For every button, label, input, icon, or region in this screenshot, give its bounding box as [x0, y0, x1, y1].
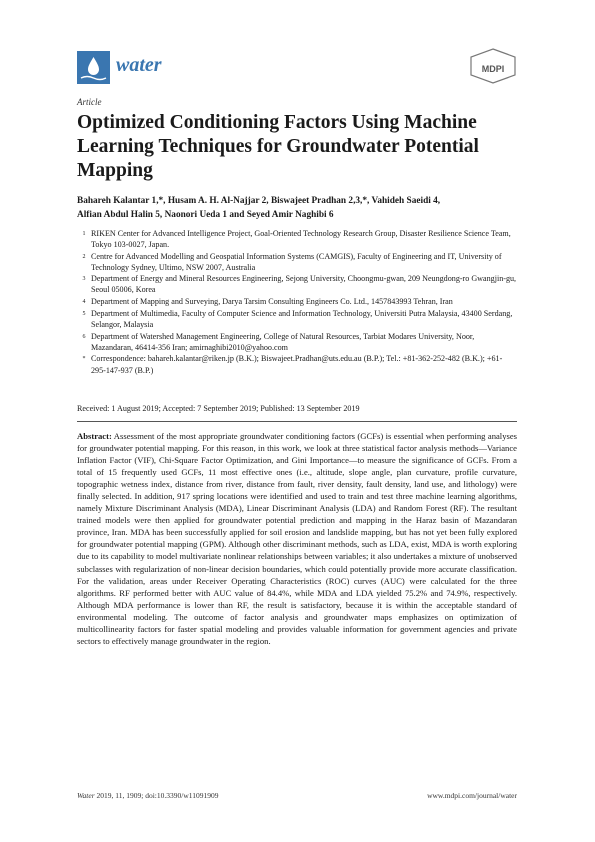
- publisher-logo: [469, 48, 517, 84]
- journal-logo: [77, 51, 110, 84]
- affiliation-item: [77, 331, 517, 354]
- affiliation-number: 5: [82, 311, 86, 318]
- affiliation-item: [77, 228, 517, 251]
- affiliation-item: [77, 251, 517, 274]
- affiliation-text: RIKEN Center for Advanced Intelligence Project, Goal-Oriented Technology Research Group, Disaster Resilience Science Team, Tokyo 103-0027, Japan.: [91, 229, 511, 250]
- author-list: [77, 194, 517, 222]
- correspondence-item: [77, 353, 517, 376]
- divider: [77, 421, 517, 422]
- publisher-name: MDPI: [481, 64, 505, 74]
- article-type: Article: [77, 97, 102, 107]
- abstract-label: Abstract:: [77, 431, 112, 441]
- affiliation-number: 6: [82, 333, 86, 340]
- affiliation-text: Department of Watershed Management Engineering, College of Natural Resources, Tarbiat Modares University, Noor, Mazandaran, 46414-356 Iran; amirnaghibi2010@yahoo.com: [91, 331, 475, 352]
- affiliation-item: [77, 273, 517, 296]
- abstract: [77, 430, 517, 647]
- citation-journal: Water: [77, 791, 95, 800]
- affiliation-number: *: [82, 356, 86, 363]
- citation-details: 2019, 11, 1909; doi:10.3390/w11091909: [96, 791, 219, 800]
- paper-title: Optimized Conditioning Factors Using Machine Learning Techniques for Groundwater Potential Mapping: [77, 112, 479, 181]
- affiliation-text: Department of Mapping and Surveying, Darya Tarsim Consulting Engineers Co. Ltd., 1457843993 Tehran, Iran: [91, 296, 453, 306]
- affiliation-number: 4: [82, 298, 86, 305]
- affiliation-number: 2: [82, 253, 86, 260]
- affiliation-number: 1: [82, 231, 86, 237]
- journal-url[interactable]: www.mdpi.com/journal/water: [427, 791, 517, 800]
- journal-name: water: [116, 54, 162, 76]
- publication-dates: Received: 1 August 2019; Accepted: 7 September 2019; Published: 13 September 2019: [77, 404, 360, 413]
- authors-line-2: Alfian Abdul Halin 5, Naonori Ueda 1 and Seyed Amir Naghibi 6: [77, 210, 334, 220]
- affiliation-text: Department of Energy and Mineral Resources Engineering, Sejong University, Choongmu-gwan, 209 Neungdong-ro Gwangjin-gu, Seoul 05006, Korea: [91, 274, 517, 295]
- correspondence-text: Correspondence: bahareh.kalantar@riken.jp (B.K.); Biswajeet.Pradhan@uts.edu.au (B.P.); Tel.: +81-362-252-482 (B.K.); +61-295-147-937 (B.P.): [91, 354, 503, 375]
- water-drop-icon: [77, 51, 110, 84]
- affiliation-item: [77, 308, 517, 331]
- abstract-text: Assessment of the most appropriate groundwater conditioning factors (GCFs) is essential when performing analyses for groundwater potential mapping. For this reason, in this work, we look at three statistical factor analysis methods—Variance Inflation Factor (VIF), Chi-Square Factor Optimization, and Gini Importance—to measure the significance of GCFs. From a total of 15 frequently used GCFs, 11 most effective ones (i.e., altitude, slope angle, plan curvature, profile curvature, topographic wetness index, distance from river, distance from fault, river density, fault density, land use, and lithology) were finally selected. In addition, 917 spring locations were identified and used to train and test three machine learning algorithms, namely Mixture Discriminant Analysis (MDA), Linear Discriminant Analysis (LDA) and Random Forest (RF). The resultant trained models were then applied for groundwater potential prediction and mapping in the Haraz basin of Mazandaran province, Iran. MDA has been successfully applied for soil erosion and landslide mapping, but has not yet been fully explored for groundwater potential mapping (GPM). Although other discriminant methods, such as LDA, exist, MDA is worth exploring due to its capability to model multivariate nonlinear relationships between variables; it also undertakes a mixture of unobserved subclasses with regularization of non-linear decision boundaries, which could potentially provide more accurate classification. For the validation, areas under Receiver Operating Characteristics (ROC) curves (AUC) were calculated for the three algorithms. RF performed better with AUC value of 84.4%, while MDA and LDA yielded 75.2% and 74.9%, respectively. Although MDA performance is lower than RF, the result is satisfactory, because it is within the acceptable standard of environmental modeling. The outcome of factor analysis and groundwater maps emphasizes on optimization of multicollinearity factors for faster spatial modeling and provides valuable information for government agencies and private sectors to effectively manage groundwater in the region.: [77, 431, 517, 646]
- authors-line-1: Bahareh Kalantar 1,*, Husam A. H. Al-Najjar 2, Biswajeet Pradhan 2,3,*, Vahideh Saeidi 4,: [77, 196, 441, 206]
- affiliations: [77, 228, 517, 376]
- affiliation-number: 3: [82, 276, 86, 283]
- affiliation-text: Centre for Advanced Modelling and Geospatial Information Systems (CAMGIS), Faculty of Engineering and IT, University of Technology Sydney, Ultimo, NSW 2007, Australia: [91, 251, 502, 272]
- citation: [77, 791, 218, 800]
- affiliation-text: Department of Multimedia, Faculty of Computer Science and Information Technology, Universiti Putra Malaysia, 43400 Serdang, Selangor, Malaysia: [91, 309, 513, 330]
- affiliation-item: [77, 296, 517, 308]
